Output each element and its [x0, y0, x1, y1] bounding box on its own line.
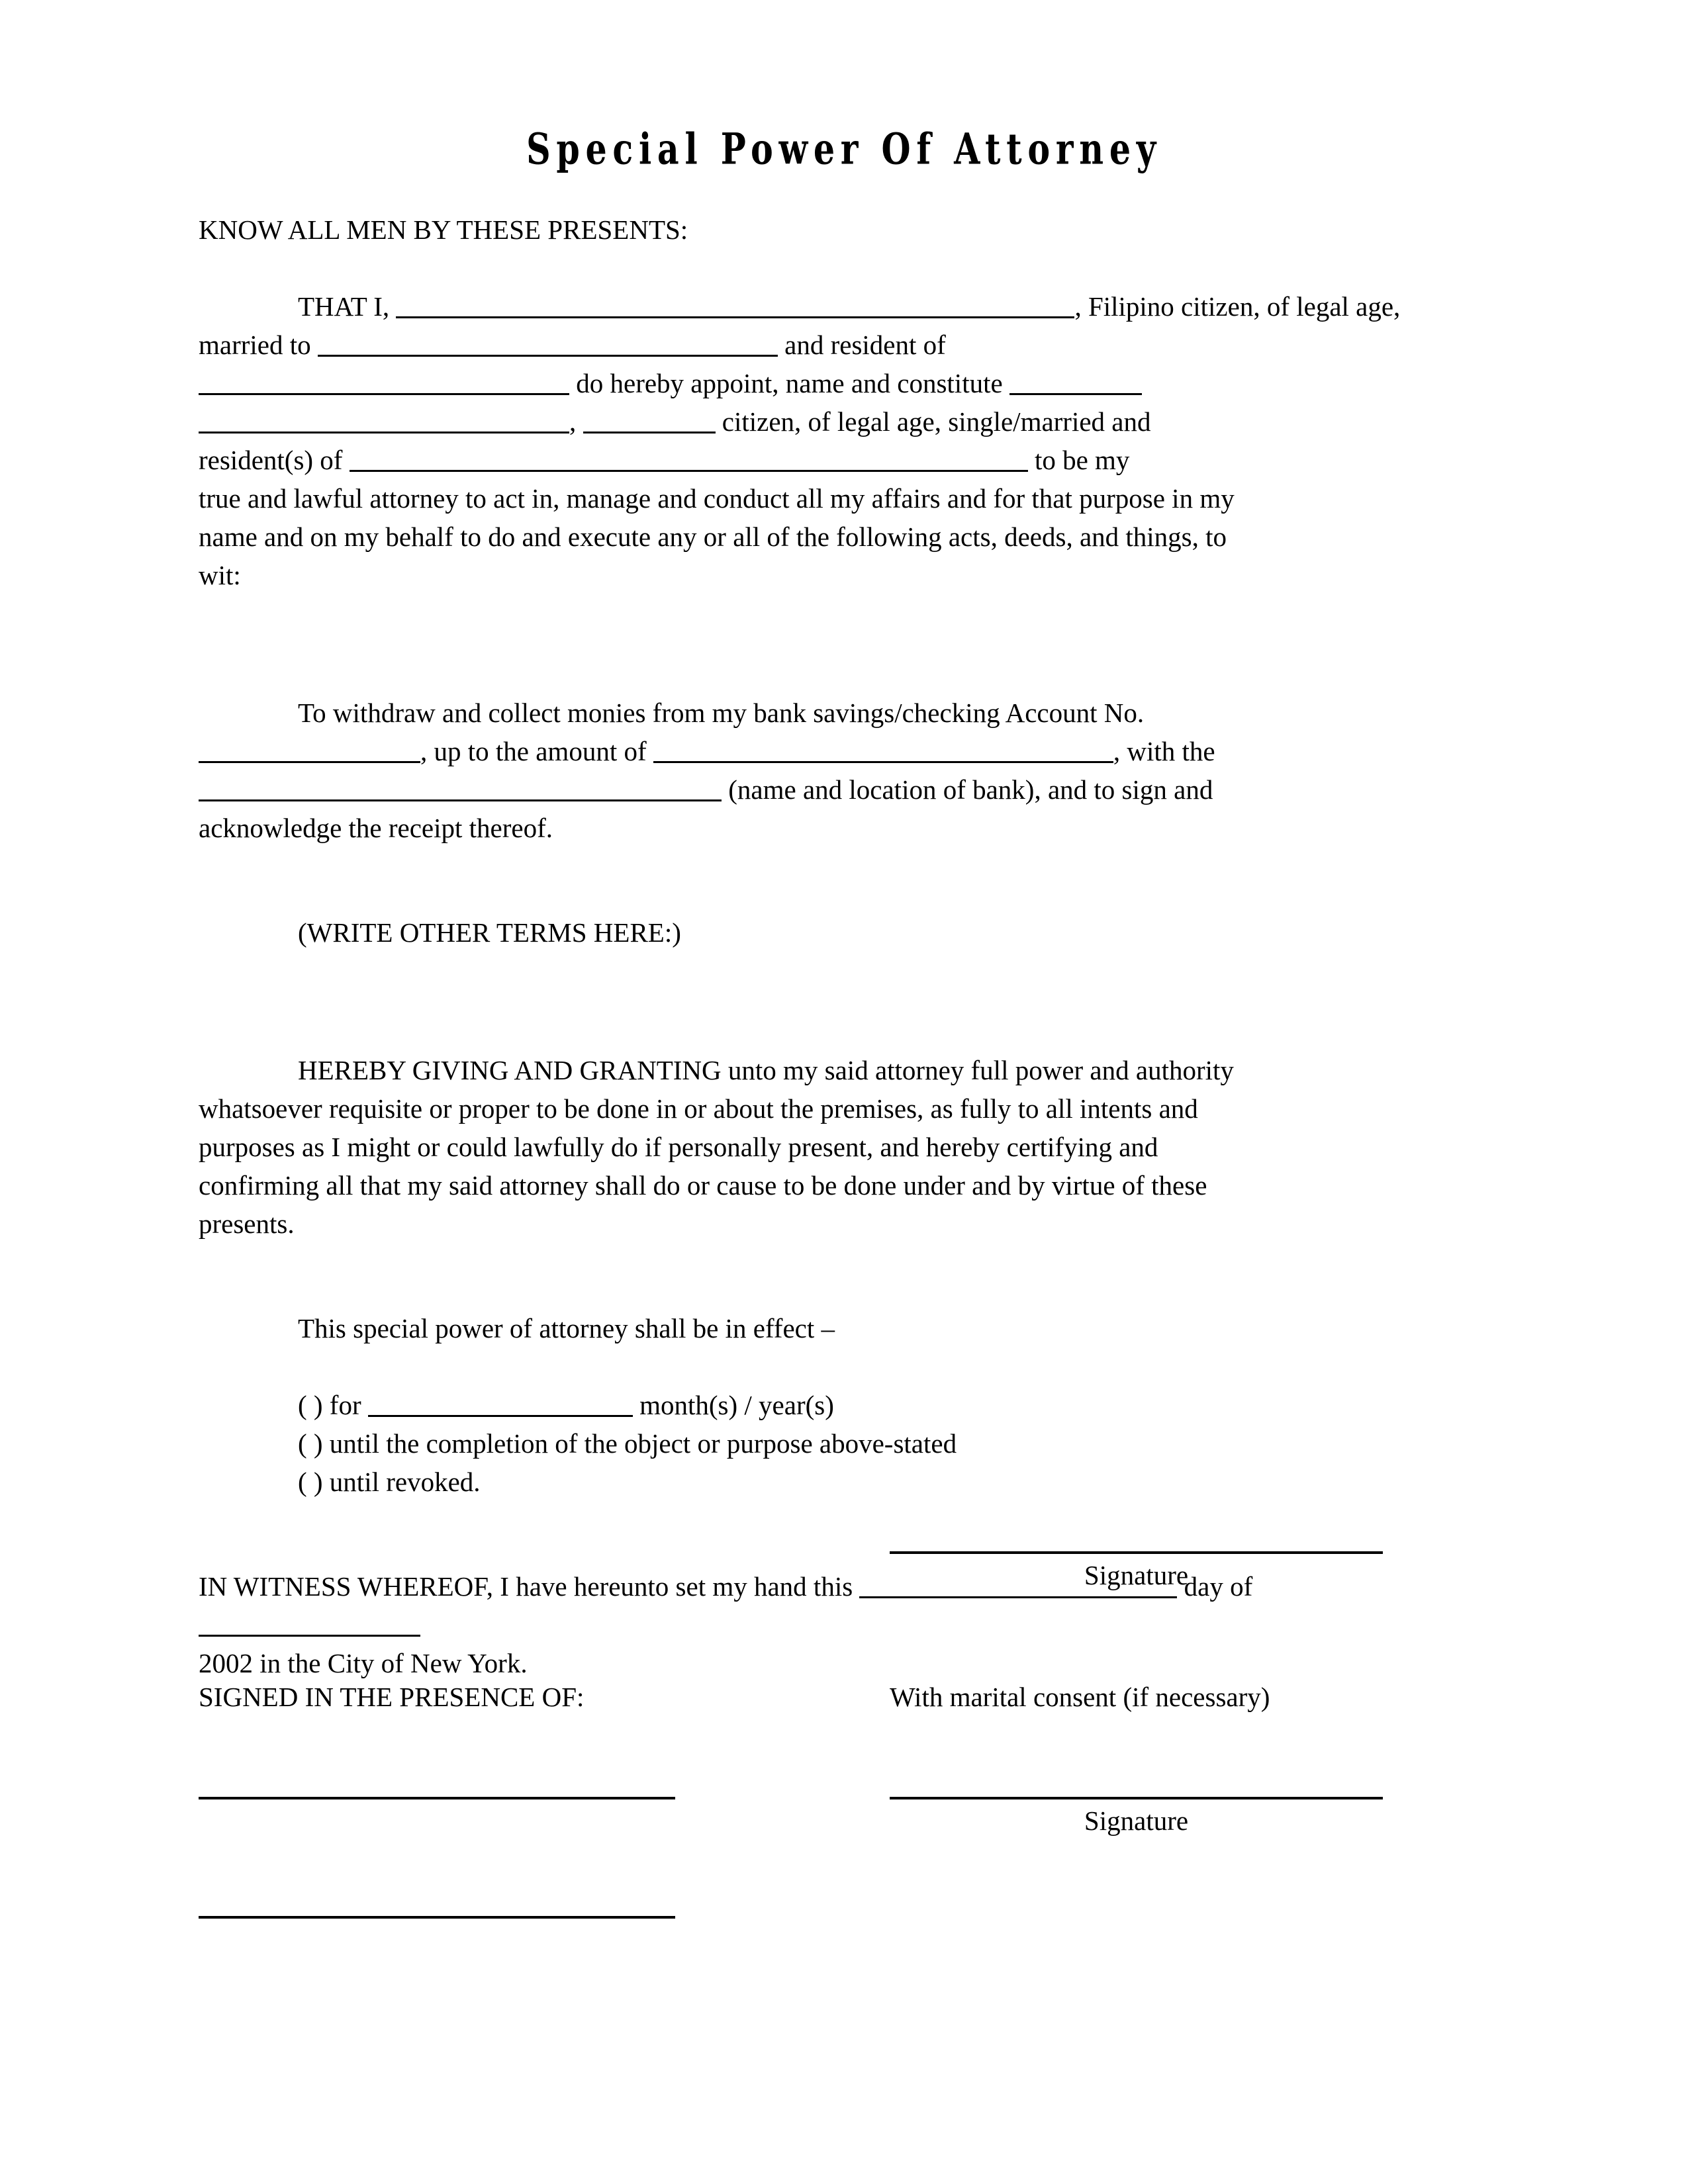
- witness-signature-group-1: [199, 1797, 675, 1799]
- witness-lead: IN WITNESS WHEREOF, I have hereunto set my hand this: [199, 1571, 860, 1602]
- recital-line-8: wit:: [199, 560, 241, 590]
- witness-signature-line-2[interactable]: [199, 1916, 675, 1919]
- bank-clause-name-location: (name and location of bank), and to sign and: [722, 774, 1213, 805]
- granting-line-1: [199, 1051, 1446, 1089]
- recital-line-3: [199, 364, 1446, 402]
- recital-line-5: [199, 441, 1446, 479]
- witness-day-of: day of: [1177, 1571, 1253, 1602]
- principal-signature-caption: Signature: [1084, 1560, 1189, 1590]
- spouse-name-blank[interactable]: [318, 335, 778, 357]
- recital-comma: ,: [569, 406, 583, 437]
- other-terms-placeholder[interactable]: (WRITE OTHER TERMS HERE:): [298, 917, 681, 948]
- spacer: [199, 1347, 1446, 1386]
- recital-to-be-my: to be my: [1027, 445, 1130, 475]
- recital-citizenship: , Filipino citizen, of legal age,: [1074, 291, 1401, 322]
- recital-line-2: [199, 326, 1446, 364]
- page-title: Special Power Of Attorney: [526, 124, 1162, 175]
- opening-statement: KNOW ALL MEN BY THESE PRESENTS:: [199, 214, 688, 245]
- recital-line-4: [199, 402, 1446, 441]
- signed-in-presence-label: SIGNED IN THE PRESENCE OF:: [199, 1682, 585, 1712]
- account-number-blank[interactable]: [199, 741, 420, 763]
- spouse-signature-caption: Signature: [1084, 1805, 1189, 1836]
- witness-signature-group-2: [199, 1916, 675, 1919]
- bank-clause-line-2: [199, 732, 1446, 770]
- month-blank[interactable]: [199, 1615, 420, 1637]
- recital-that-i: THAT I,: [298, 291, 397, 322]
- spacer: [199, 1243, 1446, 1309]
- bank-name-location-blank[interactable]: [199, 780, 722, 801]
- spacer: [199, 594, 1446, 694]
- attorney-citizenship-blank[interactable]: [583, 412, 716, 433]
- spacer: [199, 952, 1446, 1051]
- effect-option-1-label: ( ) for: [298, 1390, 368, 1420]
- effect-option-revoked[interactable]: ( ) until revoked.: [298, 1467, 481, 1497]
- effect-option-1-tail: month(s) / year(s): [632, 1390, 834, 1420]
- spacer: [199, 847, 1446, 913]
- document-body: [199, 210, 1446, 1682]
- bank-clause-amount-label: , up to the amount of: [420, 736, 653, 766]
- principal-signature-group: [890, 1551, 1383, 1594]
- bank-clause-with-the: , with the: [1113, 736, 1215, 766]
- recital-residents-of: resident(s) of: [199, 445, 350, 475]
- recital-line-6: true and lawful attorney to act in, manage and conduct all my affairs and for that purpose in my: [199, 483, 1235, 514]
- recital-line-1: [199, 287, 1446, 326]
- granting-line-5: presents.: [199, 1208, 295, 1239]
- granting-line-4: confirming all that my said attorney shall do or cause to be done under and by virtue of these: [199, 1170, 1207, 1201]
- recital-married-to: married to: [199, 330, 318, 360]
- attorney-name-blank-b[interactable]: [199, 412, 569, 433]
- attorney-name-blank-a[interactable]: [1009, 373, 1142, 395]
- granting-lead: HEREBY GIVING AND GRANTING: [298, 1055, 722, 1085]
- bank-clause-line-3: [199, 770, 1446, 809]
- marital-consent-label: With marital consent (if necessary): [890, 1682, 1270, 1712]
- principal-address-blank[interactable]: [199, 373, 569, 395]
- spouse-signature-group: [890, 1797, 1383, 1839]
- recital-appoint: do hereby appoint, name and constitute: [569, 368, 1009, 398]
- bank-clause-line-1: To withdraw and collect monies from my bank savings/checking Account No.: [298, 698, 1145, 728]
- spacer: [199, 249, 1446, 287]
- effect-option-duration[interactable]: [298, 1386, 1446, 1424]
- attorney-address-blank[interactable]: [350, 450, 1028, 472]
- recital-attorney-status: citizen, of legal age, single/married and: [715, 406, 1151, 437]
- granting-line-3: purposes as I might or could lawfully do if personally present, and hereby certifying and: [199, 1132, 1158, 1162]
- amount-blank[interactable]: [653, 741, 1113, 763]
- witness-signature-line-1[interactable]: [199, 1797, 675, 1799]
- recital-line-7: name and on my behalf to do and execute any or all of the following acts, deeds, and things, to: [199, 522, 1227, 552]
- duration-blank[interactable]: [368, 1395, 633, 1417]
- witness-line-2: 2002 in the City of New York.: [199, 1648, 528, 1678]
- principal-name-blank[interactable]: [396, 296, 1074, 318]
- granting-rest: unto my said attorney full power and authority: [721, 1055, 1234, 1085]
- granting-line-2: whatsoever requisite or proper to be done in or about the premises, as fully to all intents and: [199, 1093, 1198, 1124]
- recital-resident-of: and resident of: [777, 330, 946, 360]
- effect-intro: This special power of attorney shall be in effect –: [298, 1313, 835, 1343]
- bank-clause-line-4: acknowledge the receipt thereof.: [199, 813, 553, 843]
- effect-option-completion[interactable]: ( ) until the completion of the object or purpose above-stated: [298, 1428, 957, 1459]
